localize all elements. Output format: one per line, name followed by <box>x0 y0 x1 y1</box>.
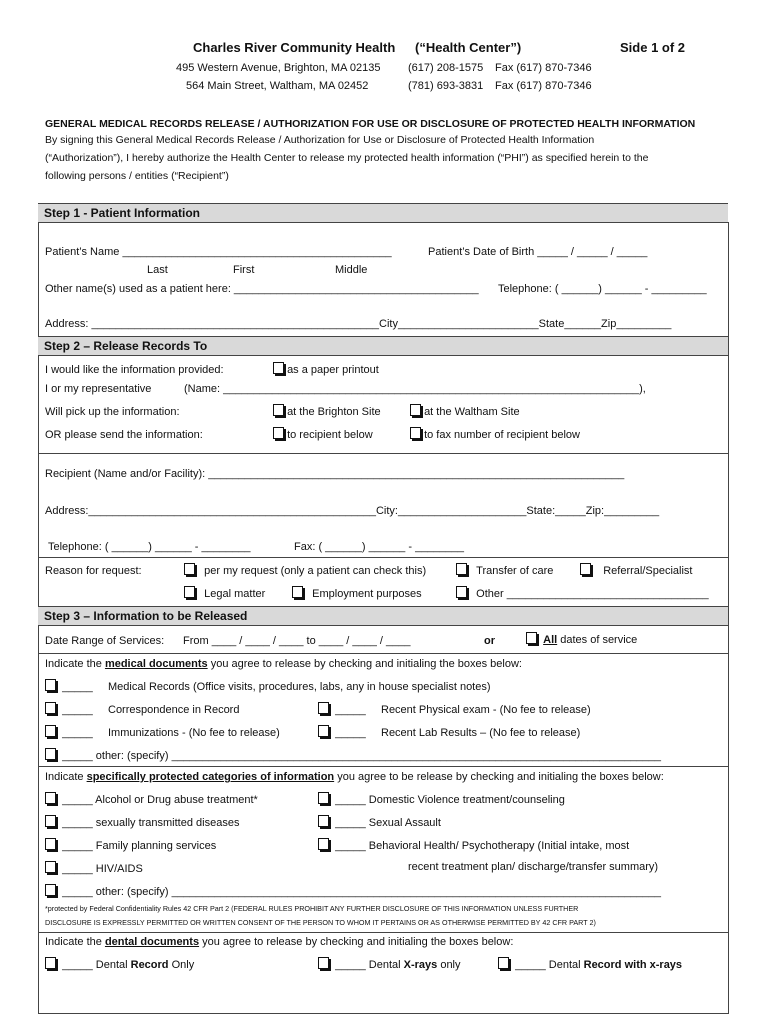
checkbox-icon[interactable] <box>410 427 421 439</box>
correspondence-label: Correspondence in Record <box>108 704 240 716</box>
or-label: or <box>484 635 495 647</box>
patient-dob-field[interactable]: Patient’s Date of Birth _____ / _____ / _____ <box>428 246 648 258</box>
checkbox-icon[interactable] <box>45 748 56 760</box>
checkbox-icon[interactable] <box>318 792 329 804</box>
domestic-label: _____ Domestic Violence treatment/counseling <box>335 794 565 806</box>
other-protected-field[interactable]: _____ other: (specify) ________________________________________________________________________________ <box>62 886 661 898</box>
assault-option[interactable] <box>318 815 441 829</box>
checkbox-icon[interactable] <box>456 563 467 575</box>
dental-instruction <box>45 936 513 948</box>
divider <box>38 355 728 356</box>
dental-xray-bold: X-rays <box>403 959 438 971</box>
step2-header <box>38 336 728 355</box>
checkbox-icon[interactable] <box>273 362 284 374</box>
waltham-label: at the Waltham Site <box>424 406 520 418</box>
medical-records-label: Medical Records (Office visits, procedures, labs, any in house specialist notes) <box>108 681 491 693</box>
recipient-name-field[interactable]: Recipient (Name and/or Facility): ____________________________________________________________________ <box>45 468 625 480</box>
checkbox-icon[interactable] <box>456 586 467 598</box>
all-dates-option[interactable] <box>526 632 637 646</box>
transfer-label: Transfer of care <box>476 565 554 577</box>
checkbox-icon[interactable] <box>410 404 421 416</box>
other-medical-field[interactable]: _____ other: (specify) ________________________________________________________________________________ <box>62 750 661 762</box>
label-first: First <box>233 264 255 276</box>
patient-address-field[interactable]: Address: _______________________________________________City_______________________State______Zip_________ <box>45 318 672 330</box>
divider <box>38 653 728 654</box>
right-border <box>728 222 729 1014</box>
phone-brighton: (617) 208-1575 <box>408 62 484 74</box>
send-label: OR please send the information: <box>45 429 203 441</box>
checkbox-icon[interactable] <box>580 563 591 575</box>
date-range-label: Date Range of Services: <box>45 635 165 647</box>
dental-record-bold: Record <box>130 959 169 971</box>
divider <box>38 625 728 626</box>
rep-name-field[interactable]: (Name: ____________________________________________________________________), <box>184 383 646 395</box>
step1-title: Step 1 - Patient Information <box>44 206 201 220</box>
like-info-label: I would like the information provided: <box>45 364 224 376</box>
dental-xray-option[interactable] <box>318 957 461 971</box>
legal-option[interactable] <box>184 586 265 600</box>
recipient-telephone-field[interactable]: Telephone: ( ______) ______ - ________ <box>48 541 251 553</box>
hiv-label: _____ HIV/AIDS <box>62 863 143 875</box>
checkbox-icon[interactable] <box>45 957 56 969</box>
bottom-border <box>38 1013 729 1014</box>
alcohol-option[interactable] <box>45 792 258 806</box>
initial-blank[interactable]: _____ <box>62 727 93 739</box>
alcohol-label: _____ Alcohol or Drug abuse treatment* <box>62 794 258 806</box>
behavioral-option[interactable] <box>318 838 629 852</box>
medical-records-option[interactable] <box>45 679 491 693</box>
instr-post: you agree to release by checking and initialing the boxes below: <box>207 658 522 670</box>
checkbox-icon[interactable] <box>292 586 303 598</box>
checkbox-icon[interactable] <box>526 632 537 644</box>
intro-line-1: By signing this General Medical Records Release / Authorization for Use or Disclosure of Protected Health Information <box>45 134 595 146</box>
referral-option[interactable] <box>580 563 693 577</box>
per-request-option[interactable] <box>184 563 426 577</box>
checkbox-icon[interactable] <box>45 702 56 714</box>
dental-prefix: _____ Dental <box>62 959 131 971</box>
all-dates-label: dates of service <box>557 634 638 646</box>
phone-waltham: (781) 693-3831 <box>408 80 484 92</box>
recipient-address-field[interactable]: Address:_______________________________________________City:_____________________State:_____Zip:_________ <box>45 505 660 517</box>
dental-xray-suffix: only <box>437 959 461 971</box>
instr-pre: Indicate the <box>45 936 105 948</box>
checkbox-icon[interactable] <box>184 563 195 575</box>
other-names-field[interactable]: Other name(s) used as a patient here: ________________________________________ <box>45 283 479 295</box>
employment-label: Employment purposes <box>312 588 422 600</box>
transfer-option[interactable] <box>456 563 553 577</box>
fax-waltham: Fax (617) 870-7346 <box>495 80 592 92</box>
reason-label: Reason for request: <box>45 565 142 577</box>
initial-blank[interactable]: _____ <box>335 727 366 739</box>
checkbox-icon[interactable] <box>45 792 56 804</box>
instr-bold: medical documents <box>104 658 208 670</box>
dental-record-xray-option[interactable] <box>498 957 682 971</box>
lab-results-label: Recent Lab Results – (No fee to release) <box>381 727 581 739</box>
label-last: Last <box>147 264 168 276</box>
family-label: _____ Family planning services <box>62 840 217 852</box>
divider <box>38 453 728 454</box>
dental-record-suffix: Only <box>168 959 195 971</box>
instr-pre: Indicate the <box>45 658 105 670</box>
checkbox-icon[interactable] <box>318 957 329 969</box>
dental-record-xray-bold: Record with x-rays <box>583 959 683 971</box>
waltham-option[interactable] <box>410 404 520 418</box>
to-fax-label: to fax number of recipient below <box>424 429 580 441</box>
divider <box>38 932 728 933</box>
hiv-option[interactable] <box>45 861 143 875</box>
medical-docs-instruction <box>45 658 522 670</box>
assault-label: _____ Sexual Assault <box>335 817 441 829</box>
checkbox-icon[interactable] <box>184 586 195 598</box>
checkbox-icon[interactable] <box>273 427 284 439</box>
behavioral-label-2: recent treatment plan/ discharge/transfer summary) <box>408 861 659 873</box>
checkbox-icon[interactable] <box>45 679 56 691</box>
date-range-field[interactable]: From ____ / ____ / ____ to ____ / ____ / ____ <box>183 635 411 647</box>
other-protected-option[interactable] <box>45 884 661 898</box>
referral-label: Referral/Specialist <box>603 565 693 577</box>
fax-brighton: Fax (617) 870-7346 <box>495 62 592 74</box>
divider <box>38 222 728 223</box>
checkbox-icon[interactable] <box>318 838 329 850</box>
instr-pre: Indicate <box>45 771 87 783</box>
checkbox-icon[interactable] <box>318 725 329 737</box>
initial-blank[interactable]: _____ <box>62 681 93 693</box>
to-fax-option[interactable] <box>410 427 580 441</box>
paper-label: as a paper printout <box>287 364 379 376</box>
step2-title: Step 2 – Release Records To <box>44 339 208 353</box>
rep-label: I or my representative <box>45 383 152 395</box>
lab-results-option[interactable] <box>318 725 580 739</box>
initial-blank[interactable]: _____ <box>335 704 366 716</box>
intro-line-3: following persons / entities (“Recipient”) <box>45 170 229 182</box>
protected-instruction <box>45 771 664 783</box>
dental-prefix: _____ Dental <box>515 959 584 971</box>
patient-name-field[interactable]: Patient’s Name ____________________________________________ <box>45 246 392 258</box>
instr-post: you agree to release by checking and initialing the boxes below: <box>199 936 514 948</box>
step3-title: Step 3 – Information to be Released <box>44 609 248 623</box>
checkbox-icon[interactable] <box>318 815 329 827</box>
correspondence-option[interactable] <box>45 702 239 716</box>
legal-label: Legal matter <box>204 588 266 600</box>
footnote-line-2: DISCLOSURE IS EXPRESSLY PERMITTED OR WRITTEN CONSENT OF THE PERSON TO WHOM IT PERTAINS OR AS OTHERWISE PERMITTED BY 42 CFR PART 2) <box>45 918 596 927</box>
checkbox-icon[interactable] <box>45 725 56 737</box>
physical-label: Recent Physical exam - (No fee to release) <box>381 704 591 716</box>
behavioral-label: _____ Behavioral Health/ Psychotherapy (Initial intake, most <box>335 840 630 852</box>
family-option[interactable] <box>45 838 216 852</box>
std-option[interactable] <box>45 815 239 829</box>
recipient-fax-field[interactable]: Fax: ( ______) ______ - ________ <box>294 541 465 553</box>
checkbox-icon[interactable] <box>498 957 509 969</box>
intro-line-2: (“Authorization”), I hereby authorize the Health Center to release my protected health information (“PHI”) as specified herein to the <box>45 152 649 164</box>
brighton-label: at the Brighton Site <box>287 406 381 418</box>
domestic-option[interactable] <box>318 792 565 806</box>
footnote-line-1: *protected by Federal Confidentiality Rules 42 CFR Part 2 (FEDERAL RULES PROHIBIT ANY FURTHER DISCLOSURE OF THIS INFORMATION UNLESS FURTHER <box>45 904 579 913</box>
instr-post: you agree to be release by checking and initialing the boxes below: <box>334 771 664 783</box>
checkbox-icon[interactable] <box>273 404 284 416</box>
all-label: All <box>543 634 558 646</box>
step1-header <box>38 203 728 222</box>
immunizations-label: Immunizations - (No fee to release) <box>108 727 280 739</box>
address-brighton: 495 Western Avenue, Brighton, MA 02135 <box>176 62 381 74</box>
step3-header <box>38 606 728 625</box>
physical-option[interactable] <box>318 702 591 716</box>
other-medical-option[interactable] <box>45 748 661 762</box>
to-recipient-label: to recipient below <box>287 429 373 441</box>
other-reason-option[interactable] <box>456 586 709 600</box>
divider <box>38 557 728 558</box>
brighton-option[interactable] <box>273 404 381 418</box>
divider <box>38 766 728 767</box>
employment-option[interactable] <box>292 586 422 600</box>
checkbox-icon[interactable] <box>45 838 56 850</box>
per-request-label: per my request (only a patient can check this) <box>204 565 427 577</box>
page-side: Side 1 of 2 <box>620 40 686 55</box>
other-reason-label: Other _________________________________ <box>476 588 709 600</box>
checkbox-icon[interactable] <box>45 861 56 873</box>
checkbox-icon[interactable] <box>45 884 56 896</box>
initial-blank[interactable]: _____ <box>62 704 93 716</box>
patient-telephone-field[interactable]: Telephone: ( ______) ______ - _________ <box>498 283 707 295</box>
dental-record-option[interactable] <box>45 957 194 971</box>
immunizations-option[interactable] <box>45 725 280 739</box>
std-label: _____ sexually transmitted diseases <box>62 817 240 829</box>
form-title: GENERAL MEDICAL RECORDS RELEASE / AUTHORIZATION FOR USE OR DISCLOSURE OF PROTECTED HEALTH INFORMATION <box>45 118 696 130</box>
checkbox-icon[interactable] <box>318 702 329 714</box>
instr-bold: dental documents <box>104 936 200 948</box>
checkbox-icon[interactable] <box>45 815 56 827</box>
org-alias: (“Health Center”) <box>415 40 522 55</box>
pickup-label: Will pick up the information: <box>45 406 180 418</box>
instr-bold: specifically protected categories of information <box>86 771 335 783</box>
to-recipient-option[interactable] <box>273 427 373 441</box>
label-middle: Middle <box>335 264 368 276</box>
dental-prefix: _____ Dental <box>335 959 404 971</box>
paper-option[interactable] <box>273 362 379 376</box>
address-waltham: 564 Main Street, Waltham, MA 02452 <box>186 80 369 92</box>
org-name: Charles River Community Health <box>193 40 396 55</box>
